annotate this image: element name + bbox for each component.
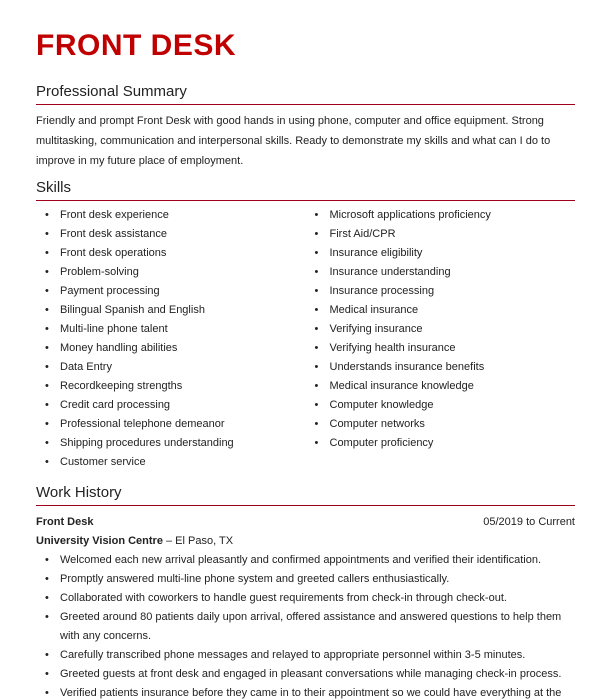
bullet-icon: •: [314, 380, 319, 392]
bullet-icon: •: [45, 573, 49, 585]
skill-item: • Verifying health insurance: [306, 339, 576, 358]
bullet-icon: •: [314, 266, 319, 278]
bullet-icon: •: [314, 361, 319, 373]
skill-item: • Microsoft applications proficiency: [306, 206, 576, 225]
duty-item: • Verified patients insurance before they came in to their appointment so we could have everything at the: [36, 684, 575, 700]
skills-section: [36, 178, 575, 472]
skill-item: • Payment processing: [36, 282, 306, 301]
bullet-icon: •: [45, 668, 49, 680]
duty-item: • Collaborated with coworkers to handle guest requirements from check-in through check-out.: [36, 589, 575, 608]
bullet-icon: •: [314, 247, 319, 259]
bullet-icon: •: [45, 399, 49, 411]
bullet-icon: •: [45, 266, 49, 278]
work-history-heading: Work History: [36, 483, 575, 506]
skill-item: • Money handling abilities: [36, 339, 306, 358]
bullet-icon: •: [45, 649, 49, 661]
skill-item: • Multi-line phone talent: [36, 320, 306, 339]
bullet-icon: •: [45, 456, 49, 468]
duty-item: • Welcomed each new arrival pleasantly and confirmed appointments and verified their identification.: [36, 551, 575, 570]
skills-right-column: [306, 206, 576, 472]
bullet-icon: •: [314, 399, 319, 411]
skill-item: • Recordkeeping strengths: [36, 377, 306, 396]
company-line: [36, 532, 575, 551]
duty-item: • Greeted guests at front desk and engaged in pleasant conversations while managing check-in process.: [36, 665, 575, 684]
skill-item: • Computer knowledge: [306, 396, 576, 415]
skill-item: • Computer proficiency: [306, 434, 576, 453]
bullet-icon: •: [45, 611, 49, 623]
bullet-icon: •: [45, 209, 49, 221]
skill-item: • Verifying insurance: [306, 320, 576, 339]
bullet-icon: •: [314, 209, 319, 221]
skill-item: • Professional telephone demeanor: [36, 415, 306, 434]
bullet-icon: •: [45, 228, 49, 240]
skill-item: • Understands insurance benefits: [306, 358, 576, 377]
summary-text: Friendly and prompt Front Desk with good hands in using phone, computer and office equipment. Strong multitasking, communication and interpersonal skills. Ready to demonstrate my skills and what can I do to improve in my future place of employment.: [36, 115, 551, 167]
skills-columns: [36, 206, 575, 472]
bullet-icon: •: [45, 323, 49, 335]
job-header: [36, 513, 575, 532]
job-dates: 05/2019 to Current: [483, 516, 575, 528]
bullet-icon: •: [314, 228, 319, 240]
skill-item: • Bilingual Spanish and English: [36, 301, 306, 320]
skill-item: • Medical insurance: [306, 301, 576, 320]
skill-item: • Medical insurance knowledge: [306, 377, 576, 396]
job-title: Front Desk: [36, 516, 94, 528]
resume-name: FRONT DESK: [36, 29, 236, 62]
bullet-icon: •: [314, 285, 319, 297]
bullet-icon: •: [314, 304, 319, 316]
bullet-icon: •: [45, 380, 49, 392]
skill-item: • Front desk operations: [36, 244, 306, 263]
work-history-section: [36, 483, 575, 700]
bullet-icon: •: [45, 554, 49, 566]
duty-item: • Greeted around 80 patients daily upon arrival, offered assistance and answered questions to help them with any concerns.: [36, 608, 575, 646]
skill-item: • Problem-solving: [36, 263, 306, 282]
bullet-icon: •: [45, 342, 49, 354]
bullet-icon: •: [45, 247, 49, 259]
skill-item: • Insurance eligibility: [306, 244, 576, 263]
bullet-icon: •: [314, 342, 319, 354]
skills-heading: Skills: [36, 178, 575, 201]
duty-item: • Carefully transcribed phone messages and relayed to appropriate personnel within 3-5 minutes.: [36, 646, 575, 665]
skill-item: • First Aid/CPR: [306, 225, 576, 244]
skill-item: • Insurance understanding: [306, 263, 576, 282]
skill-item: • Front desk experience: [36, 206, 306, 225]
duty-item: • Promptly answered multi-line phone system and greeted callers enthusiastically.: [36, 570, 575, 589]
bullet-icon: •: [45, 285, 49, 297]
bullet-icon: •: [314, 323, 319, 335]
bullet-icon: •: [45, 418, 49, 430]
skill-item: • Computer networks: [306, 415, 576, 434]
bullet-icon: •: [45, 361, 49, 373]
skill-item: • Front desk assistance: [36, 225, 306, 244]
skills-left-column: [36, 206, 306, 472]
skill-item: • Credit card processing: [36, 396, 306, 415]
company-location: – El Paso, TX: [162, 535, 234, 547]
skill-item: • Shipping procedures understanding: [36, 434, 306, 453]
bullet-icon: •: [45, 687, 49, 699]
bullet-icon: •: [314, 437, 319, 449]
company-name: University Vision Centre: [36, 535, 163, 547]
bullet-icon: •: [45, 592, 49, 604]
skill-item: • Customer service: [36, 453, 306, 472]
skill-item: • Data Entry: [36, 358, 306, 377]
bullet-icon: •: [45, 304, 49, 316]
summary-section: [36, 82, 575, 171]
summary-heading: Professional Summary: [36, 82, 575, 105]
skill-item: • Insurance processing: [306, 282, 576, 301]
bullet-icon: •: [45, 437, 49, 449]
bullet-icon: •: [314, 418, 319, 430]
